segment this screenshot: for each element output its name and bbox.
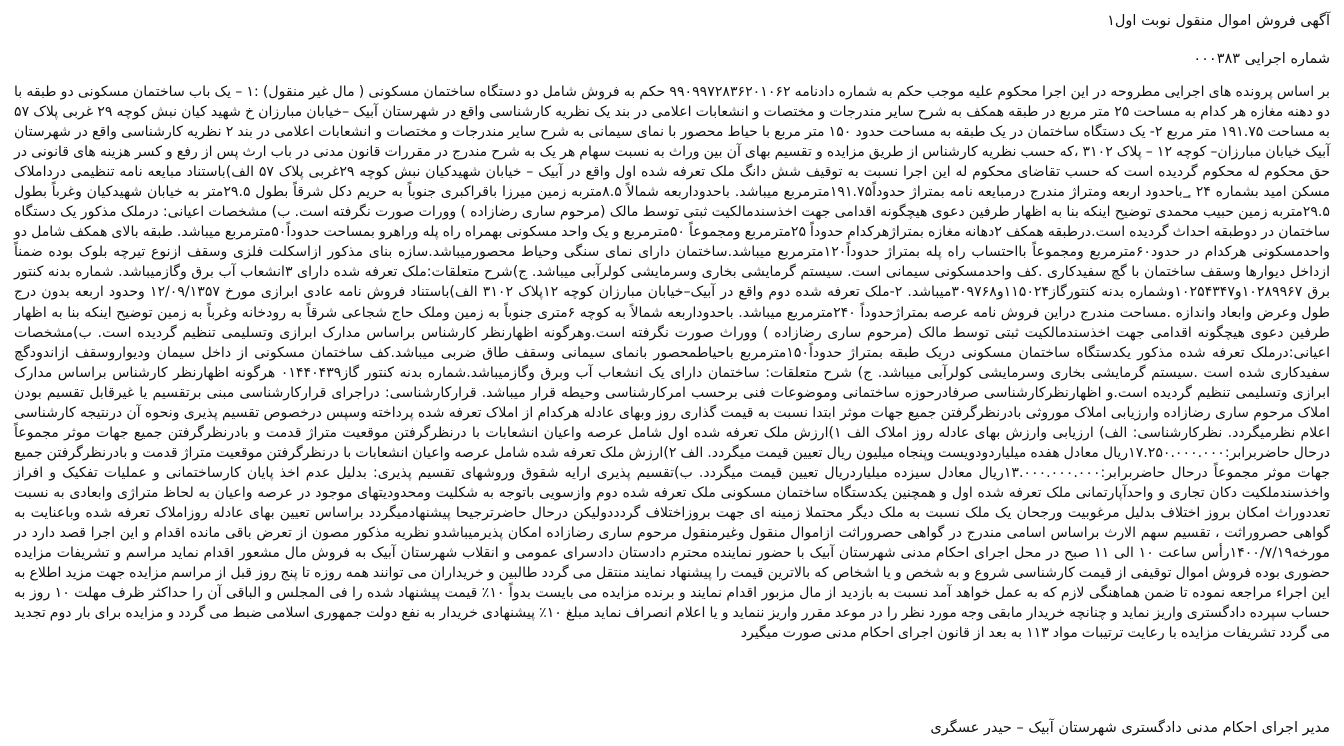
execution-case-number: شماره اجرایی ۰۰۰۳۸۳: [1193, 51, 1330, 67]
signature-line: مدیر اجرای احکام مدنی دادگستری شهرستان آبیک – حیدر عسگری: [930, 720, 1330, 736]
notice-body-text: بر اساس پرونده های اجرایی مطروحه در این اجرا محکوم علیه موجب حکم به شماره دادنامه ۹۹۰۹۹۷۲۸۳۶۲۰۱۰۶۲ حکم به فروش شامل دو دستگاه ساختمان مسکونی ( مال غیر منقول) :۱ – یک باب ساختمان مسکونی دو طبقه با دو دهنه مغازه هر کدام به مساحت ۲۵ متر مربع در طبقه همکف به شرح سایر مندرجات و مختصات و انشعابات اعلامی در بند یک نظریه کارشناسی واقع در شهرستان آبیک –خیابان مبارزان خ شهید کیان نبش کوچه ۲۹ غربی پلاک ۵۷ به مساحت ۱۹۱.۷۵ متر مربع ۲- یک دستگاه ساختمان در یک طبقه به مساحت حدود ۱۵۰ متر مربع با حیاط محصور با نمای سیمانی به شرح سایر مندرجات و مختصات و انشعابات اعلامی در بند ۲ نظریه کارشناسی واقع در شهرستان آبیک خیابان مبارزان– کوچه ۱۲ – پلاک ۳۱۰۲ ،که حسب نظریه کارشناس از طریق مزایده و تقسیم بهای آن بین وراث به نسبت سهام هر یک به شرح مندرج در مقررات قانون مدنی در باب ارث پس از رفع و کسر هزینه های قانونی در حق محکوم له محکوم گردیده است که حسب تقاضای محکوم له این اجرا نسبت به توقیف شش دانگ ملک تعرفه شده اول واقع در آبیک – خیابان شهیدکیان نبش کوچه ۲۹غربی پلاک ۵۷ الف)باستناد مبایعه نامه تنظیمی درداملاک مسکن امید بشماره ۲۴ ؀باحدود اربعه ومتراژ مندرج درمبایعه نامه بمتراژ حدوداً۱۹۱.۷۵مترمربع میباشد. باحدوداربعه شمالاً ۸.۵متربه زمین میرزا باقراکبری جنوباً به حریم دکل شرقاً بطول ۲۹.۵متر به خیابان شهیدکیان وغرباً بطول ۲۹.۵متربه زمین حبیب محمدی توضیح اینکه بنا به اظهار طرفین دعوی هیچگونه اقدامی جهت اخذسندمالکیت ثبتی توسط مالک (مرحوم ساری رضازاده ) وورات صورت نگرفته است. ب) مشخصات اعیانی: درملک مذکور یک دستگاه ساختمان در دوطبقه احداث گردیده است.درطبقه همکف ۲دهانه مغازه بمتراژهرکدام حدوداً ۲۵مترمربع ومجموعاً ۵۰مترمربع و یک واحد مسکونی بهمراه راه پله وراهرو بمساحت حدوداً۵۰مترمربع میباشد. طبقه بالای همکف شامل دو واحدمسکونی هرکدام در حدود۶۰مترمربع ومجموعاً بااحتساب راه پله بمتراژ حدوداً۱۲۰مترمربع میباشد.ساختمان دارای نمای سنگی وحیاط محصورمیباشد.سازه بنای مذکور ازاسکلت فلزی وسقف ازنوع تیرچه بلوک بوده ضمناً ازداخل دیوارها وسقف ساختمان با گچ سفیدکاری .کف واحدمسکونی سیمانی است. سیستم گرمایشی بخاری وسرمایشی کولرآبی میباشد. ج)شرح متعلقات:ملک تعرفه شده دارای ۳انشعاب آب برق وگازمیباشد. شماره بدنه کنتور برق ۱۰۲۸۹۹۶۷و۱۰۲۵۴۳۴۷وشماره بدنه کنتورگاز۱۱۵۰۲۴و۳۰۹۷۶۸میباشد. ۲-ملک تعرفه شده دوم واقع در آبیک–خیابان مبارزان کوچه ۱۲پلاک ۳۱۰۲ الف)باستناد فروش نامه عادی ابرازی مورخ ۱۲/۰۹/۱۳۵۷ وحدود اربعه بدون درج طول وعرض وابعاد واندازه .مساحت مندرج دراین فروش نامه عرصه بمتراژحدوداً ۲۴۰مترمربع میباشد. باحدوداربعه شمالاً به کوچه ۶متری جنوباً به زمین وملک حاج شجاعی شرقاً به رودخانه وغرباً به زمین توضیح اینکه بنا به اظهار طرفین دعوی هیچگونه اقدامی جهت اخذسندمالکیت ثبتی توسط مالک (مرحوم ساری رضازاده ) ووراث صورت نگرفته است.وهرگونه اظهارنظر کارشناس براساس مدارک ابرازی وتسلیمی تنظیم گردیده است. ب)مشخصات اعیانی:درملک تعرفه شده مذکور یکدستگاه ساختمان مسکونی دریک طبقه بمتراژ حدوداً۱۵۰مترمربع باحیاطمحصور بانمای سیمانی وسقف طاق ضربی میباشد.کف ساختمان مسکونی از داخل سیمان ودیواروسقف ازاندودگچ سفیدکاری شده است .سیستم گرمایشی بخاری وسرمایشی کولرآبی میباشد. ج) شرح متعلقات: ساختمان دارای یک انشعاب آب وبرق وگازمیباشد.شماره بدنه کنتور گاز۰۱۴۴۰۴۳۹ هرگونه اظهارنظر کارشناس براساس مدارک ابرازی وتسلیمی تنظیم گردیده است.و اظهارنظرکارشناسی صرفادرحوزه ساختمانی وموضوعات فنی برحسب امرکارشناسی وحیطه قرار میباشد. قرارکارشناسی: دراجرای قرارکارشناسی مبنی برتقسیم یا غیرقابل تقسیم بودن املاک مرحوم ساری رضازاده وارزیابی املاک موروثی بادرنظرگرفتن جمیع جهات موثر ابتدا نسبت به قیمت گذاری روز وبهای عادله هرکدام از املاک تعرفه شده پرداخته وسپس درخصوص تقسیم پذیری ونحوه آن درنتیجه کارشناسی اعلام نظرمیگردد. نظرکارشناسی: الف) ارزیابی وارزش بهای عادله روز املاک الف ۱)ارزش ملک تعرفه شده اول شامل عرصه واعیان انشعابات با درنظرگرفتن موقعیت متراژ قدمت و بادرنظرگرفتن جمیع جهات موثر مجموعاً درحال حاضربرابر:۱۷.۲۵۰.۰۰۰.۰۰۰ریال معادل هفده میلیاردودویست وپنجاه میلیون ریال تعیین قیمت میگردد. الف ۲)ارزش ملک تعرفه شده شامل عرصه واعیان انشعابات با درنظرگرفتن موقعیت متراژ قدمت و بادرنظرگرفتن جمیع جهات موثر مجموعاً درحال حاضربرابر:۱۳.۰۰۰.۰۰۰.۰۰۰ریال معادل سیزده میلیاردریال تعیین قیمت میگردد. ب)تقسیم پذیری ارایه شقوق وروشهای تقسیم پذیری: بدلیل عدم اخذ پایان کارساختمانی و عملیات تفکیک و افراز واخذسندملکیت دکان تجاری و واحدآپارتمانی ملک تعرفه شده اول و همچنین یکدستگاه ساختمان مسکونی ملک تعرفه شده دوم وازسویی باتوجه به شکلیت ومحدودیتهای موجود در عرصه واعیان به لحاظ متراژی وابعادی به نسبت تعددوراث امکان بروز اختلاف بدلیل مرغوبیت ورجحان یک ملک نسبت به ملک دیگر محتملا زمینه ای جهت بروزاختلاف گردددولیکن درحال حاضرترجیحا پیشنهادمیگردد براساس تعیین بهای عادله روزاملاک تعرفه شده وباعنایت به گواهی حصروراثت ، تقسیم سهم الارث براساس اسامی مندرج در گواهی حصروراثت ازاموال منقول وغیرمنقول مرحوم ساری رضازاده امکان پذیرمیباشدو نظریه مذکور مصون از تعرض باقی مانده اقدام و این اجرا قصد دارد در مورخه۱۴۰۰/۷/۱۹رأس ساعت ۱۰ الی ۱۱ صبح در محل اجرای احکام مدنی شهرستان آبیک با حضور نماینده محترم دادستان دادسرای عمومی و انقلاب شهرستان آبیک به فروش مال مشعور اقدام نماید مراسم و تشریفات مزایده حضوری بوده فروش اموال توقیفی از قیمت کارشناسی شروع و به شخص و یا اشخاص که بالاترین قیمت را پیشنهاد نمایند منتقل می گردد طالبین و خریداران می توانند همه روزه تا پنج روز قبل از مراسم مزایده جهت مزید اطلاع به این اجراء مراجعه نموده تا ضمن هماهنگی لازم که به عمل خواهد آمد نسبت به بازدید از مال مزبور اقدام نمایند و برنده مزایده می بایست بدواً ۱۰٪ قیمت پیشنهاد شده را فی المجلس و الباقی آن را حداکثر ظرف مهلت ۱۰ روز به حساب سپرده دادگستری واریز نماید و چنانچه خریدار مابقی وجه مورد نظر را در موعد مقرر واریز ننماید و یا اعلام انصراف نماید مبلغ ۱۰٪ پیشنهادی خریدار به نفع دولت جمهوری اسلامی ضبط می گردد و مزایده برای بار دوم تجدید می گردد تشریفات مزایده با رعایت ترتیبات مواد ۱۱۳ به بعد از قانون اجرای احکام مدنی صورت میگیرد: [14, 84, 1331, 642]
notice-title: آگهی فروش اموال منقول نوبت اول۱: [1107, 13, 1330, 29]
